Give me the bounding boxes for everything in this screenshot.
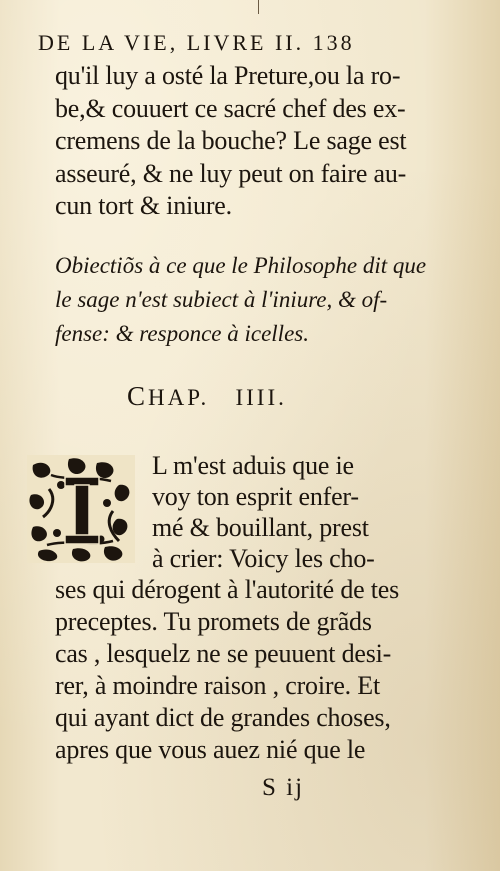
text-line: be,& couuert ce sacré chef des ex-	[55, 94, 406, 123]
text-line: L m'est aduis que ie	[152, 451, 354, 480]
chapter-number: IIII.	[235, 385, 287, 410]
signature-mark: S ij	[262, 774, 305, 801]
chapter-heading	[127, 383, 287, 410]
decorated-initial-icon	[27, 455, 135, 563]
text-line: à crier: Voicy les cho-	[152, 544, 375, 573]
chapter-heading-initial: C	[127, 381, 149, 411]
chapter-heading-rest: HAP.	[148, 385, 210, 410]
summary-line: Obiectiõs à ce que le Philosophe dit que	[55, 253, 427, 278]
text-line: qui ayant dict de grandes choses,	[55, 703, 391, 732]
running-header: DE LA VIE, LIVRE II. 138	[38, 30, 355, 55]
text-line: preceptes. Tu promets de grãds	[55, 607, 372, 636]
summary-line: le sage n'est subiect à l'iniure, & of-	[55, 287, 388, 312]
text-line: apres que vous auez nié que le	[55, 735, 366, 764]
text-line: cun tort & iniure.	[55, 191, 232, 220]
text-line: voy ton esprit enfer-	[152, 482, 359, 511]
text-line: cas , lesquelz ne se peuuent desi-	[55, 639, 392, 668]
text-line: cremens de la bouche? Le sage est	[55, 126, 407, 155]
text-line: qu'il luy a osté la Preture,ou la ro-	[55, 61, 401, 90]
text-line: rer, à moindre raison , croire. Et	[55, 671, 380, 700]
text-line: asseuré, & ne luy peut on faire au-	[55, 159, 407, 188]
text-line: mé & bouillant, prest	[152, 513, 369, 542]
summary-line: fense: & responce à icelles.	[55, 321, 309, 346]
page-tick-mark	[258, 0, 259, 14]
text-line: ses qui dérogent à l'autorité de tes	[55, 575, 400, 604]
